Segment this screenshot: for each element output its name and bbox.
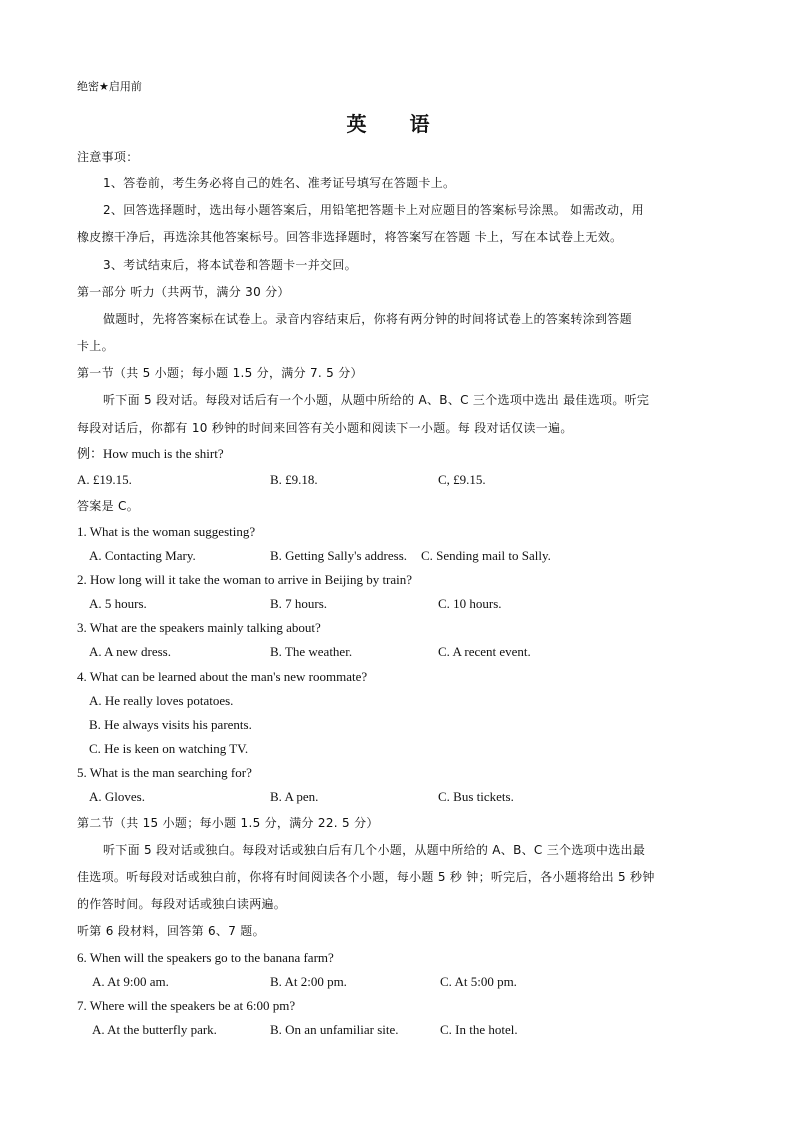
example-option-c: C, £9.15. (438, 472, 486, 487)
note-item-1: 1、答卷前，考生务必将自己的姓名、准考证号填写在答题卡上。 (103, 176, 456, 190)
question-5-option-a: A. Gloves. (89, 789, 145, 804)
confidential-mark: 绝密★启用前 (77, 80, 142, 93)
question-3-option-c: C. A recent event. (438, 644, 531, 659)
question-7-option-b: B. On an unfamiliar site. (270, 1022, 399, 1037)
question-4-option-b: B. He always visits his parents. (89, 717, 252, 732)
question-1: 1. What is the woman suggesting? (77, 524, 256, 539)
material-6-heading: 听第 6 段材料，回答第 6、7 题。 (77, 924, 265, 938)
note-item-3: 3、考试结束后，将本试卷和答题卡一并交回。 (103, 258, 357, 272)
note-item-2-line-1: 2、回答选择题时，选出每小题答案后，用铅笔把答题卡上对应题目的答案标号涂黑。 如需改动，用 (103, 203, 644, 217)
section-one-instructions-line-1: 听下面 5 段对话。每段对话后有一个小题，从题中所给的 A、B、C 三个选项中选出 最佳选项。听完 (103, 393, 650, 407)
section-two-heading: 第二节（共 15 小题；每小题 1.5 分，满分 22. 5 分） (77, 816, 379, 830)
question-4-option-a: A. He really loves potatoes. (89, 693, 234, 708)
question-1-option-b: B. Getting Sally's address. (270, 548, 408, 563)
section-two-instructions-line-3: 的作答时间。每段对话或独白读两遍。 (77, 897, 287, 911)
question-6-option-a: A. At 9:00 am. (92, 974, 169, 989)
question-7-option-c: C. In the hotel. (440, 1022, 518, 1037)
section-one-instructions-line-2: 每段对话后，你都有 10 秒钟的时间来回答有关小题和阅读下一小题。每 段对话仅读一遍。 (77, 421, 573, 435)
example-option-a: A. £19.15. (77, 472, 132, 487)
question-5: 5. What is the man searching for? (77, 765, 252, 780)
question-2-option-c: C. 10 hours. (438, 596, 502, 611)
section-one-heading: 第一节（共 5 小题；每小题 1.5 分，满分 7. 5 分） (77, 366, 363, 380)
question-4: 4. What can be learned about the man's new roommate? (77, 669, 368, 684)
question-2-option-a: A. 5 hours. (89, 596, 147, 611)
example-option-b: B. £9.18. (270, 472, 318, 487)
example-answer: 答案是 C。 (77, 499, 139, 513)
question-3-option-a: A. A new dress. (89, 644, 171, 659)
question-5-option-b: B. A pen. (270, 789, 319, 804)
question-6: 6. When will the speakers go to the banana farm? (77, 950, 334, 965)
part-one-intro-line-2: 卡上。 (77, 339, 114, 353)
part-one-heading: 第一部分 听力（共两节，满分 30 分） (77, 285, 290, 299)
question-6-option-c: C. At 5:00 pm. (440, 974, 517, 989)
notes-heading: 注意事项： (77, 150, 139, 164)
question-4-option-c: C. He is keen on watching TV. (89, 741, 249, 756)
question-2-option-b: B. 7 hours. (270, 596, 328, 611)
part-one-intro-line-1: 做题时，先将答案标在试卷上。录音内容结束后，你将有两分钟的时间将试卷上的答案转涂到答题 (103, 312, 632, 326)
question-5-option-c: C. Bus tickets. (438, 789, 514, 804)
question-1-option-a: A. Contacting Mary. (89, 548, 196, 563)
note-item-2-line-2: 橡皮擦干净后，再选涂其他答案标号。回答非选择题时，将答案写在答题 卡上，写在本试卷上无效。 (77, 230, 623, 244)
example-question: 例：How much is the shirt? (77, 446, 224, 461)
question-7: 7. Where will the speakers be at 6:00 pm? (77, 998, 296, 1013)
section-two-instructions-line-1: 听下面 5 段对话或独白。每段对话或独白后有几个小题，从题中所给的 A、B、C 三个选项中选出最 (103, 843, 646, 857)
question-1-option-c: C. Sending mail to Sally. (421, 548, 551, 563)
question-3-option-b: B. The weather. (270, 644, 353, 659)
question-3: 3. What are the speakers mainly talking about? (77, 620, 321, 635)
question-2: 2. How long will it take the woman to arrive in Beijing by train? (77, 572, 413, 587)
question-7-option-a: A. At the butterfly park. (92, 1022, 217, 1037)
subject-title: 英 语 (346, 112, 448, 136)
question-6-option-b: B. At 2:00 pm. (270, 974, 347, 989)
section-two-instructions-line-2: 佳选项。听每段对话或独白前，你将有时间阅读各个小题，每小题 5 秒 钟；听完后，各小题将给出 5 秒钟 (77, 870, 655, 884)
